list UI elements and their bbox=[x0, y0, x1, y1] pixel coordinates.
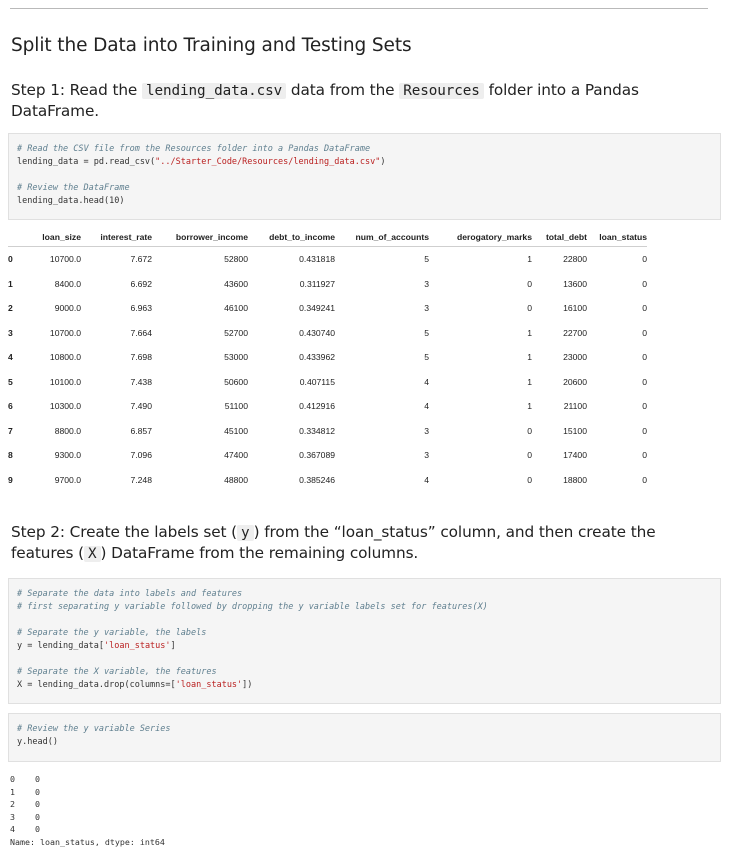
row-index: 6 bbox=[8, 401, 13, 412]
step1-code-folder: Resources bbox=[399, 83, 484, 99]
table-cell: 21100 bbox=[563, 401, 587, 412]
table-cell: 0.407115 bbox=[299, 376, 335, 387]
step1-text: folder into a Pandas DataFrame. bbox=[11, 81, 639, 120]
table-cell: 0.412916 bbox=[299, 401, 335, 412]
code-comment: # Read the CSV file from the Resources folder into a Pandas DataFrame bbox=[17, 144, 371, 154]
code-cell-read-csv[interactable] bbox=[8, 133, 721, 220]
table-cell: 0.431818 bbox=[299, 254, 335, 265]
table-cell: 0 bbox=[642, 254, 647, 265]
table-cell: 10800.0 bbox=[49, 352, 81, 363]
table-cell: 5 bbox=[424, 352, 429, 363]
table-row bbox=[8, 345, 647, 370]
table-cell: 50600 bbox=[224, 376, 248, 387]
dataframe-table bbox=[8, 228, 647, 492]
table-row bbox=[8, 272, 647, 297]
code-text: X = lending_data.drop(columns=[ bbox=[17, 680, 176, 690]
table-cell: 10100.0 bbox=[49, 376, 81, 387]
table-cell: 0 bbox=[642, 450, 647, 461]
table-cell: 1 bbox=[527, 254, 532, 265]
table-cell: 8800.0 bbox=[54, 425, 81, 436]
code-comment: # Separate the X variable, the features bbox=[17, 667, 217, 677]
row-index: 2 bbox=[8, 303, 13, 314]
code-text: y = lending_data[ bbox=[17, 641, 104, 651]
table-cell: 3 bbox=[424, 303, 429, 314]
table-cell: 52800 bbox=[224, 254, 248, 265]
column-header: derogatory_marks bbox=[429, 228, 532, 247]
table-row bbox=[8, 468, 647, 493]
code-comment: # Separate the y variable, the labels bbox=[17, 628, 207, 638]
step1-text: data from the bbox=[286, 81, 400, 99]
table-cell: 7.248 bbox=[130, 474, 152, 485]
table-cell: 0 bbox=[527, 474, 532, 485]
step2-text: Step 2: Create the labels set ( bbox=[11, 523, 238, 541]
table-cell: 18800 bbox=[563, 474, 587, 485]
table-cell: 0 bbox=[642, 401, 647, 412]
code-comment: # Review the y variable Series bbox=[17, 724, 171, 734]
table-cell: 0.349241 bbox=[299, 303, 335, 314]
table-cell: 0.334812 bbox=[299, 425, 335, 436]
table-cell: 10700.0 bbox=[49, 327, 81, 338]
column-header: borrower_income bbox=[152, 228, 248, 247]
table-cell: 0 bbox=[527, 303, 532, 314]
table-cell: 6.857 bbox=[130, 425, 152, 436]
code-comment: # first separating y variable followed by dropping the y variable labels set for features(X) bbox=[17, 602, 488, 612]
table-cell: 0 bbox=[642, 425, 647, 436]
table-cell: 13600 bbox=[563, 278, 587, 289]
row-index: 4 bbox=[8, 352, 13, 363]
table-cell: 16100 bbox=[563, 303, 587, 314]
code-line: lending_data.head(10) bbox=[17, 196, 125, 206]
step1-heading bbox=[11, 80, 701, 121]
index-header bbox=[8, 228, 28, 247]
table-cell: 0.430740 bbox=[299, 327, 335, 338]
code-text: ) bbox=[380, 157, 386, 167]
table-row bbox=[8, 296, 647, 321]
code-string: 'loan_status' bbox=[175, 680, 243, 690]
table-cell: 17400 bbox=[563, 450, 587, 461]
step2-code-x: X bbox=[84, 546, 101, 562]
table-row bbox=[8, 321, 647, 346]
table-cell: 0 bbox=[642, 376, 647, 387]
table-cell: 0 bbox=[642, 303, 647, 314]
table-cell: 10700.0 bbox=[49, 254, 81, 265]
table-cell: 0.367089 bbox=[299, 450, 335, 461]
table-cell: 7.672 bbox=[130, 254, 152, 265]
row-index: 8 bbox=[8, 450, 13, 461]
table-cell: 3 bbox=[424, 450, 429, 461]
step2-text: ) from the “loan_status” column, and then create the features ( bbox=[11, 523, 656, 562]
row-index: 1 bbox=[8, 278, 13, 289]
table-cell: 0 bbox=[527, 425, 532, 436]
code-comment: # Separate the data into labels and features bbox=[17, 589, 243, 599]
output-line: Name: loan_status, dtype: int64 bbox=[10, 836, 165, 847]
table-cell: 0 bbox=[642, 278, 647, 289]
code-text: ] bbox=[170, 641, 176, 651]
table-cell: 5 bbox=[424, 327, 429, 338]
table-cell: 52700 bbox=[224, 327, 248, 338]
table-cell: 7.438 bbox=[130, 376, 152, 387]
column-header: loan_status bbox=[587, 228, 647, 247]
step2-code-y: y bbox=[237, 525, 254, 541]
code-line bbox=[17, 640, 720, 653]
code-text: lending_data = pd.read_csv( bbox=[17, 157, 156, 167]
output-line: 4 0 bbox=[10, 824, 40, 834]
table-cell: 0.433962 bbox=[299, 352, 335, 363]
table-cell: 45100 bbox=[224, 425, 248, 436]
table-cell: 7.698 bbox=[130, 352, 152, 363]
column-header: loan_size bbox=[28, 228, 81, 247]
table-cell: 9000.0 bbox=[54, 303, 81, 314]
output-line: 0 0 bbox=[10, 774, 40, 784]
table-cell: 3 bbox=[424, 425, 429, 436]
column-header: interest_rate bbox=[81, 228, 152, 247]
code-cell-split-features[interactable] bbox=[8, 578, 721, 704]
table-cell: 48800 bbox=[224, 474, 248, 485]
table-cell: 4 bbox=[424, 401, 429, 412]
table-cell: 1 bbox=[527, 401, 532, 412]
table-cell: 0 bbox=[642, 474, 647, 485]
column-header: total_debt bbox=[532, 228, 587, 247]
table-cell: 8400.0 bbox=[54, 278, 81, 289]
table-cell: 0.311927 bbox=[299, 278, 335, 289]
table-cell: 7.664 bbox=[130, 327, 152, 338]
table-cell: 9300.0 bbox=[54, 450, 81, 461]
table-cell: 0 bbox=[642, 327, 647, 338]
table-cell: 43600 bbox=[224, 278, 248, 289]
column-header: num_of_accounts bbox=[335, 228, 429, 247]
table-row bbox=[8, 394, 647, 419]
step2-heading bbox=[11, 522, 711, 564]
code-cell-review-y[interactable] bbox=[8, 713, 721, 762]
step1-code-filename: lending_data.csv bbox=[142, 83, 286, 99]
table-cell: 7.096 bbox=[130, 450, 152, 461]
table-row bbox=[8, 419, 647, 444]
top-divider bbox=[10, 8, 708, 9]
step2-text: ) DataFrame from the remaining columns. bbox=[100, 544, 419, 562]
row-index: 9 bbox=[8, 474, 13, 485]
table-cell: 10300.0 bbox=[49, 401, 81, 412]
table-cell: 3 bbox=[424, 278, 429, 289]
table-cell: 7.490 bbox=[130, 401, 152, 412]
table-cell: 0 bbox=[527, 278, 532, 289]
row-index: 7 bbox=[8, 425, 13, 436]
column-header: debt_to_income bbox=[248, 228, 335, 247]
step1-text: Step 1: Read the bbox=[11, 81, 143, 99]
table-cell: 0 bbox=[527, 450, 532, 461]
table-row bbox=[8, 370, 647, 395]
table-cell: 22800 bbox=[563, 254, 587, 265]
table-row bbox=[8, 443, 647, 468]
table-cell: 15100 bbox=[563, 425, 587, 436]
output-line: 2 0 bbox=[10, 799, 40, 809]
table-cell: 0 bbox=[642, 352, 647, 363]
table-cell: 1 bbox=[527, 352, 532, 363]
table-cell: 51100 bbox=[224, 401, 248, 412]
code-string: 'loan_status' bbox=[104, 641, 171, 651]
table-cell: 6.963 bbox=[130, 303, 152, 314]
table-cell: 1 bbox=[527, 327, 532, 338]
table-cell: 9700.0 bbox=[54, 474, 81, 485]
row-index: 0 bbox=[8, 254, 13, 265]
code-text: ]) bbox=[242, 680, 253, 690]
cell-output bbox=[10, 773, 165, 848]
table-cell: 5 bbox=[424, 254, 429, 265]
table-cell: 4 bbox=[424, 376, 429, 387]
table-cell: 1 bbox=[527, 376, 532, 387]
code-line: y.head() bbox=[17, 737, 58, 747]
table-cell: 4 bbox=[424, 474, 429, 485]
table-cell: 0.385246 bbox=[299, 474, 335, 485]
row-index: 5 bbox=[8, 376, 13, 387]
table-cell: 6.692 bbox=[130, 278, 152, 289]
table-cell: 46100 bbox=[224, 303, 248, 314]
table-header-row bbox=[8, 228, 647, 247]
section-heading: Split the Data into Training and Testing Sets bbox=[11, 35, 412, 56]
code-line bbox=[17, 156, 720, 169]
code-line bbox=[17, 679, 720, 692]
code-comment: # Review the DataFrame bbox=[17, 183, 130, 193]
table-cell: 22700 bbox=[563, 327, 587, 338]
row-index: 3 bbox=[8, 327, 13, 338]
table-cell: 47400 bbox=[224, 450, 248, 461]
code-string: "../Starter_Code/Resources/lending_data.csv" bbox=[155, 157, 381, 167]
table-row bbox=[8, 247, 647, 272]
table-cell: 23000 bbox=[563, 352, 587, 363]
table-cell: 20600 bbox=[563, 376, 587, 387]
table-cell: 53000 bbox=[224, 352, 248, 363]
output-line: 3 0 bbox=[10, 811, 40, 822]
output-line: 1 0 bbox=[10, 786, 40, 797]
